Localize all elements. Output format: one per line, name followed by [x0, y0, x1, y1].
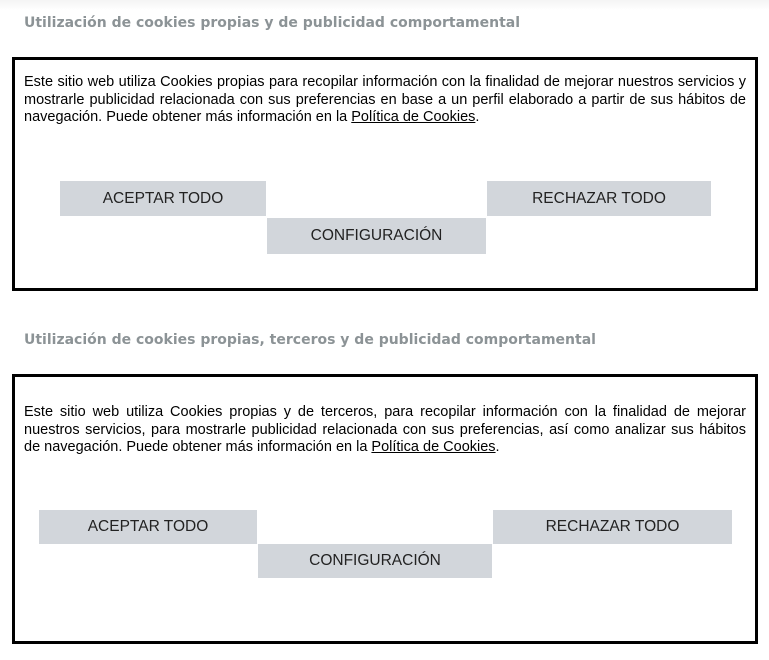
banner-text-end: .: [495, 439, 500, 455]
reject-all-button[interactable]: RECHAZAR TODO: [493, 510, 732, 544]
cookie-banner-1: [12, 57, 758, 291]
banner-text-2: [24, 404, 746, 457]
cookie-policy-link[interactable]: Política de Cookies: [351, 109, 476, 125]
cookie-policy-link[interactable]: Política de Cookies: [371, 439, 496, 455]
cookie-banner-2: [12, 374, 758, 644]
section-heading-1: Utilización de cookies propias y de publicidad comportamental: [24, 15, 521, 31]
reject-all-button[interactable]: RECHAZAR TODO: [487, 181, 711, 216]
accept-all-button[interactable]: ACEPTAR TODO: [39, 510, 257, 544]
banner-text-body: Este sitio web utiliza Cookies propias para recopilar información con la finalidad de mejorar nuestros servicios y mostrarle publicidad relacionada con sus preferencias en base a un perfil elaborado a partir de sus hábitos de navegación. Puede obtener más información en la: [24, 74, 746, 125]
banner-text-1: [24, 74, 746, 127]
section-heading-2: Utilización de cookies propias, terceros y de publicidad comportamental: [24, 332, 596, 348]
top-fade: [0, 0, 769, 10]
banner-text-body: Este sitio web utiliza Cookies propias y de terceros, para recopilar información con la finalidad de mejorar nuestros servicios, para mostrarle publicidad relacionada con sus preferencias, así como analizar sus hábitos de navegación. Puede obtener más información en la: [24, 404, 746, 455]
configuration-button[interactable]: CONFIGURACIÓN: [258, 544, 492, 578]
banner-text-end: .: [475, 109, 480, 125]
configuration-button[interactable]: CONFIGURACIÓN: [267, 218, 486, 254]
accept-all-button[interactable]: ACEPTAR TODO: [60, 181, 266, 216]
